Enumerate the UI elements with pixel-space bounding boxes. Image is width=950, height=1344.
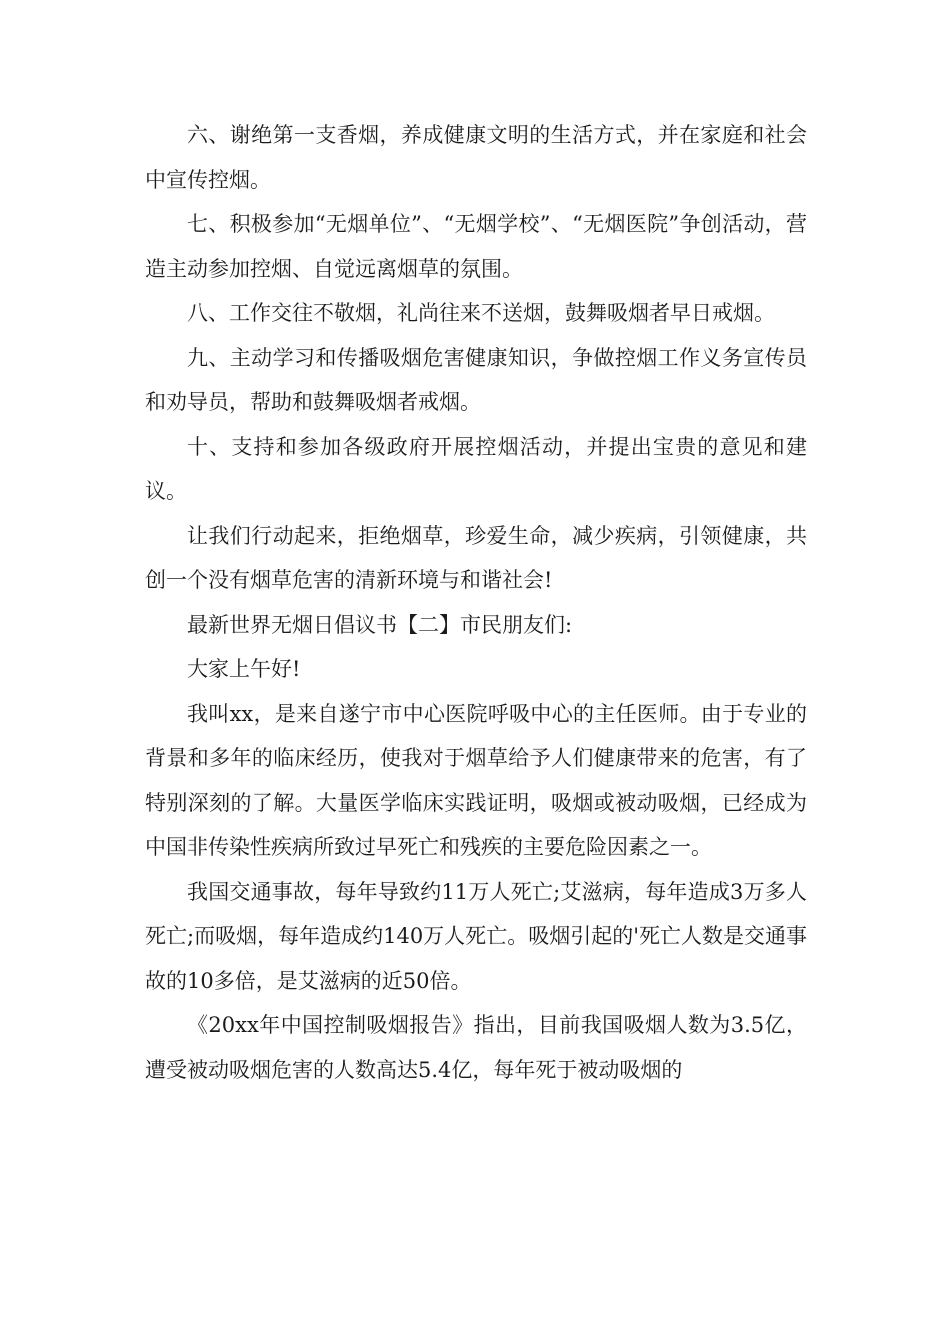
- paragraph-report: 《20xx年中国控制吸烟报告》指出，目前我国吸烟人数为3.5亿，遭受被动吸烟危害的人数高达5.4亿，每年死于被动吸烟的: [145, 1013, 807, 1082]
- paragraph-item-8: 八、工作交往不敬烟，礼尚往来不送烟，鼓舞吸烟者早日戒烟。: [187, 301, 775, 325]
- paragraph-item-10: 十、支持和参加各级政府开展控烟活动，并提出宝贵的意见和建议。: [145, 434, 807, 503]
- paragraph-statistics: 我国交通事故，每年导致约11万人死亡;艾滋病，每年造成3万多人死亡;而吸烟，每年造成约140万人死亡。吸烟引起的'死亡人数是交通事故的10多倍，是艾滋病的近50倍。: [145, 879, 807, 993]
- paragraph-call-to-action: 让我们行动起来，拒绝烟草，珍爱生命，减少疾病，引领健康，共创一个没有烟草危害的清新环境与和谐社会!: [145, 523, 807, 592]
- paragraph-item-9: 九、主动学习和传播吸烟危害健康知识，争做控烟工作义务宣传员和劝导员，帮助和鼓舞吸烟者戒烟。: [145, 345, 807, 414]
- document-body: [145, 113, 807, 1092]
- paragraph-introduction: 我叫xx，是来自遂宁市中心医院呼吸中心的主任医师。由于专业的背景和多年的临床经历，使我对于烟草给予人们健康带来的危害，有了特别深刻的了解。大量医学临床实践证明，吸烟或被动吸烟，已经成为中国非传染性疾病所致过早死亡和残疾的主要危险因素之一。: [145, 701, 807, 859]
- paragraph-item-7: 七、积极参加“无烟单位”、“无烟学校”、“无烟医院”争创活动，营造主动参加控烟、自觉远离烟草的氛围。: [145, 212, 807, 281]
- greeting: 大家上午好!: [187, 657, 301, 681]
- paragraph-item-6: 六、谢绝第一支香烟，养成健康文明的生活方式，并在家庭和社会中宣传控烟。: [145, 123, 807, 192]
- section-heading: 最新世界无烟日倡议书【二】市民朋友们:: [187, 612, 573, 637]
